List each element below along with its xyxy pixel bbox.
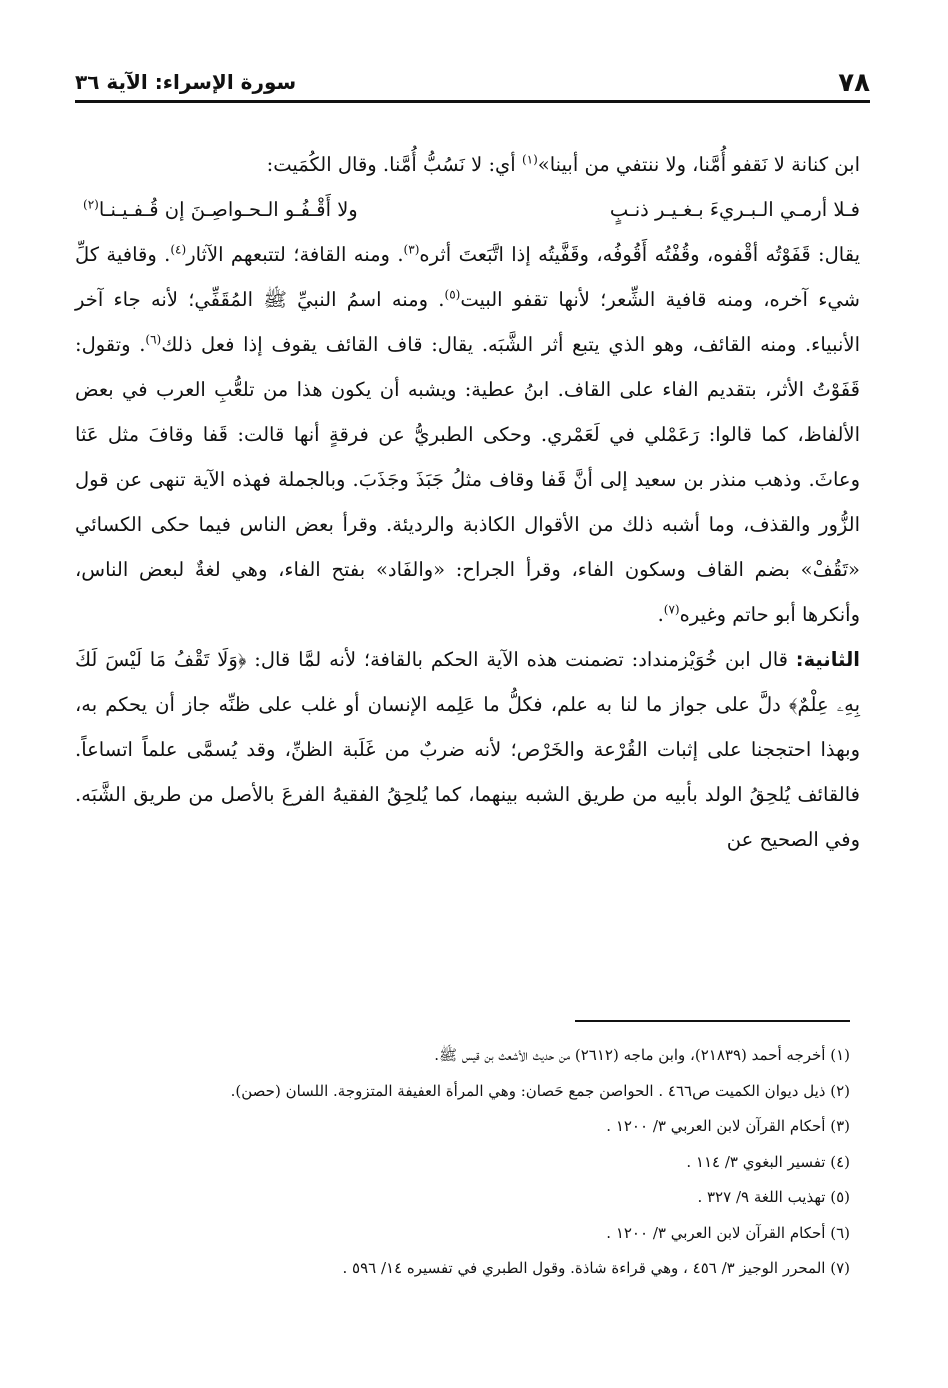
footnote-3: (٣) أحكام القرآن لابن العربي ٣/ ١٢٠٠ .	[606, 1117, 850, 1135]
footnote-6: (٦) أحكام القرآن لابن العربي ٣/ ١٢٠٠ .	[606, 1223, 850, 1242]
text-run: . وتقول: قَفَوْتُ الأثر، بتقديم الفاء على القاف. ابنُ عطية: ويشبه أن يكون هذا من تلعُّبِ العرب في بعض الألفاظ، كما قالوا: رَعَمْلي في لَعَمْري. وحكى الطبريُّ عن فرقةٍ أنها قالت: قَفا وقافَ مثل عَثا وعاثَ. وذهب منذر بن سعيد إلى أنَّ قَفا وقاف مثلُ جَبَذَ وجَذَبَ. وبالجملة فهذه الآية تنهى عن قول الزُّور والقذف، وما أشبه ذلك من الأقوال الكاذبة والرديئة. وقرأ بعض الناس فيما حكى الكسائي «تَقُفْ» بضم القاف وسكون الفاء، وقرأ الجراح: «والفَاد» بفتح الفاء، وهي لغةٌ لبعض الناس، وأنكرها أبو حاتم وغيره	[75, 333, 860, 626]
footnote-divider	[575, 1020, 850, 1022]
page-number: ٧٨	[838, 68, 870, 98]
text-run: . ومنه اسمُ النبيِّ ﷺ المُقَفِّي؛ لأنه جاء آخر الأنبياء. ومنه القائف، وهو الذي يتبع أثر الشَّبَه. يقال: قاف القائف يقوف إذا فعل ذلك	[75, 288, 861, 356]
footnotes	[75, 1038, 850, 1338]
footnote-7: (٧) المحرر الوجيز ٣/ ٤٥٦ ، وهي قراءة شاذة. وقول الطبري في تفسيره ١٤/ ٥٩٦ .	[342, 1259, 850, 1277]
main-text	[75, 142, 860, 1022]
running-head: سورة الإسراء: الآية ٣٦	[75, 70, 297, 94]
paragraph-opening	[75, 142, 860, 187]
poetry-verse	[75, 187, 860, 232]
paragraph-second-issue	[75, 637, 860, 862]
footnote-marker: (٧)	[663, 602, 680, 617]
footnote-marker: (٢)	[83, 197, 99, 212]
footnote-marker: (٥)	[444, 287, 461, 302]
text-run: .	[657, 603, 664, 626]
header-divider	[75, 100, 870, 103]
footnote-marker: (٦)	[145, 332, 162, 347]
footnote-marker: (١)	[521, 152, 538, 167]
footnote-1: (١) أخرجه أحمد (٢١٨٣٩)، وابن ماجه (٢٦١٢) من حديث الأشعث بن قيس ﷺ.	[434, 1046, 850, 1064]
footnote-marker: (٤)	[170, 242, 187, 257]
section-lead-word: الثانية:	[795, 648, 860, 671]
paragraph-definition	[75, 232, 860, 637]
footnote-2: (٢) ذيل ديوان الكميت ص٤٦٦ . الحواصن جمع حَصان: وهي المرأة العفيفة المتزوجة. اللسان (حصن).	[230, 1081, 850, 1100]
text-run: أي: لا نَسُبُّ أُمَّنا. وقال الكُمَيت:	[266, 153, 522, 176]
text-run: . وقافية كلِّ شيء آخره، ومنه قافية الشِّعر؛ لأنها تقفو البيت	[75, 243, 860, 311]
footnote-5: (٥) تهذيب اللغة ٩/ ٣٢٧ .	[697, 1188, 850, 1206]
footnote-marker: (٣)	[403, 242, 420, 257]
footnote-4: (٤) تفسير البغوي ٣/ ١١٤ .	[686, 1152, 850, 1171]
verse-second-hemistich: ولا أَقْـفُـو الـحـواصِـنَ إن قُـفـيـنـا	[98, 198, 358, 221]
text-run: . ومنه القافة؛ لتتبعهم الآثار	[186, 243, 404, 266]
text-run: يقال: قَفَوْتُه أقْفوه، وقُفْتُه أَقُوفُه، وقَفَّيتُه إذا اتَّبَعتَ أثره	[419, 243, 860, 266]
verse-second-hemistich-wrap	[83, 187, 358, 232]
text-run: ابن كنانة لا نَقفو أُمَّنا، ولا ننتفي من أبينا»	[537, 153, 860, 176]
text-run: قال ابن خُوَيْزمنداد: تضمنت هذه الآية الحكم بالقافة؛ لأنه لمَّا قال: ﴿وَلَا تَقْفُ مَا لَيْسَ لَكَ بِهِۦ عِلْمٌ﴾ دلَّ على جواز ما لنا به علم، فكلُّ ما عَلِمه الإنسان أو غلب على ظنِّه جاز أن يحكم به، وبهذا احتججنا على إثبات القُرْعة والخَرْص؛ لأنه ضربٌ من غَلَبة الظنِّ، وقد يُسمَّى علماً اتساعاً. فالقائف يُلحِقُ الولد بأبيه من طريق الشبه بينهما، كما يُلحِقُ الفقيهُ الفرعَ بالأصل من طريق الشَّبَه. وفي الصحيح عن	[75, 648, 860, 851]
page-header	[75, 62, 870, 104]
verse-first-hemistich: فـلا أرمـي الـبـريءَ بـغـيـر ذنـبٍ	[609, 198, 860, 221]
